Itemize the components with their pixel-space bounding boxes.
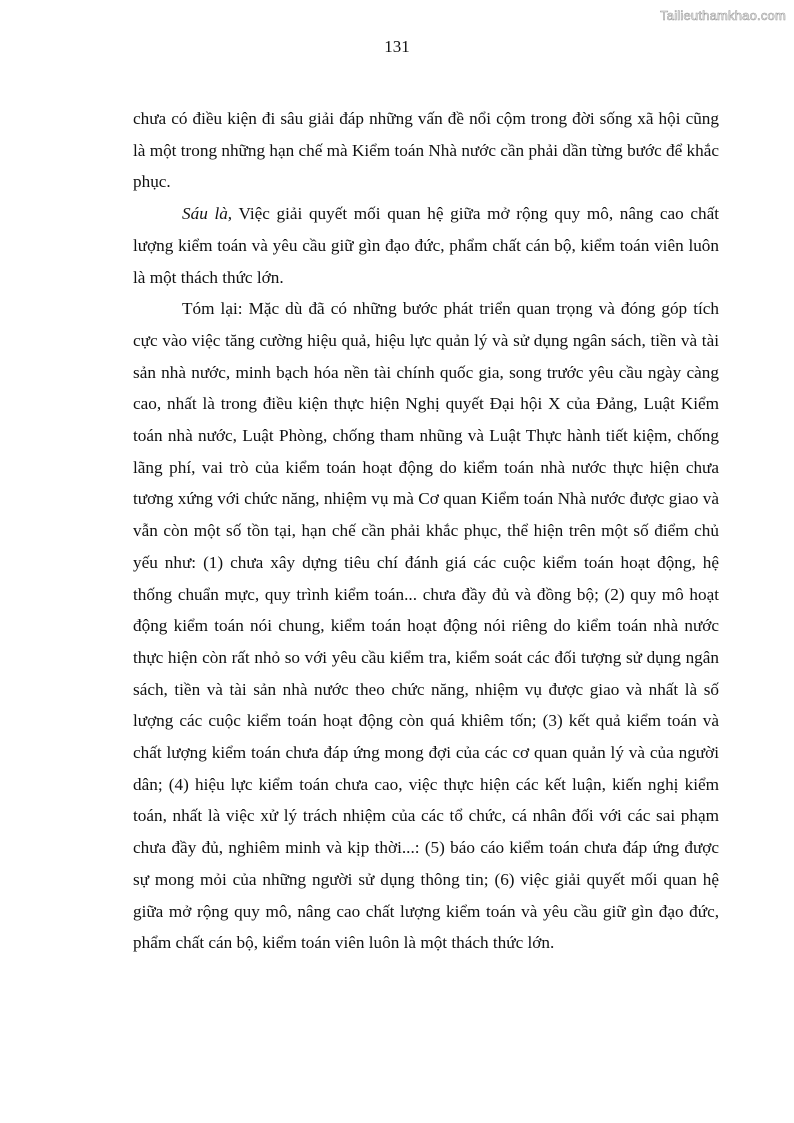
paragraph-lead-italic: Sáu là, xyxy=(182,204,233,224)
page-number: 131 xyxy=(384,37,410,56)
paragraph-sau-la xyxy=(133,198,719,293)
watermark: Tailieuthamkhao.com xyxy=(660,8,786,23)
paragraph-continuation: chưa có điều kiện đi sâu giải đáp những vấn đề nổi cộm trong đời sống xã hội cũng là một trong những hạn chế mà Kiểm toán Nhà nước cần phải dần từng bước để khắc phục. xyxy=(133,109,719,192)
document-body xyxy=(133,103,719,959)
paragraph-text: Việc giải quyết mối quan hệ giữa mở rộng quy mô, nâng cao chất lượng kiểm toán và yêu cầu giữ gìn đạo đức, phẩm chất cán bộ, kiểm toán viên luôn là một thách thức lớn. xyxy=(133,204,719,287)
paragraph-tom-lai: Tóm lại: Mặc dù đã có những bước phát triển quan trọng và đóng góp tích cực vào việc tăng cường hiệu quả, hiệu lực quản lý và sử dụng ngân sách, tiền và tài sản nhà nước, minh bạch hóa nền tài chính quốc gia, song trước yêu cầu ngày càng cao, nhất là trong điều kiện thực hiện Nghị quyết Đại hội X của Đảng, Luật Kiểm toán nhà nước, Luật Phòng, chống tham nhũng và Luật Thực hành tiết kiệm, chống lãng phí, vai trò của kiểm toán hoạt động do kiểm toán nhà nước thực hiện chưa tương xứng với chức năng, nhiệm vụ mà Cơ quan Kiểm toán Nhà nước được giao và vẫn còn một số tồn tại, hạn chế cần phải khắc phục, thể hiện trên một số điểm chủ yếu như: (1) chưa xây dựng tiêu chí đánh giá các cuộc kiểm toán hoạt động, hệ thống chuẩn mực, quy trình kiểm toán... chưa đầy đủ và đồng bộ; (2) quy mô hoạt động kiểm toán nói chung, kiểm toán hoạt động nói riêng do kiểm toán nhà nước thực hiện còn rất nhỏ so với yêu cầu kiểm tra, kiểm soát các đối tượng sử dụng ngân sách, tiền và tài sản nhà nước theo chức năng, nhiệm vụ được giao và nhất là số lượng các cuộc kiểm toán hoạt động còn quá khiêm tốn; (3) kết quả kiểm toán và chất lượng kiểm toán chưa đáp ứng mong đợi của các cơ quan quản lý và của người dân; (4) hiệu lực kiểm toán chưa cao, việc thực hiện các kết luận, kiến nghị kiểm toán, nhất là việc xử lý trách nhiệm của các tổ chức, cá nhân đối với các sai phạm chưa đầy đủ, nghiêm minh và kịp thời...: (5) báo cáo kiểm toán chưa đáp ứng được sự mong mỏi của những người sử dụng thông tin; (6) việc giải quyết mối quan hệ giữa mở rộng quy mô, nâng cao chất lượng kiểm toán và yêu cầu giữ gìn đạo đức, phẩm chất cán bộ, kiểm toán viên luôn là một thách thức lớn. xyxy=(133,299,719,953)
